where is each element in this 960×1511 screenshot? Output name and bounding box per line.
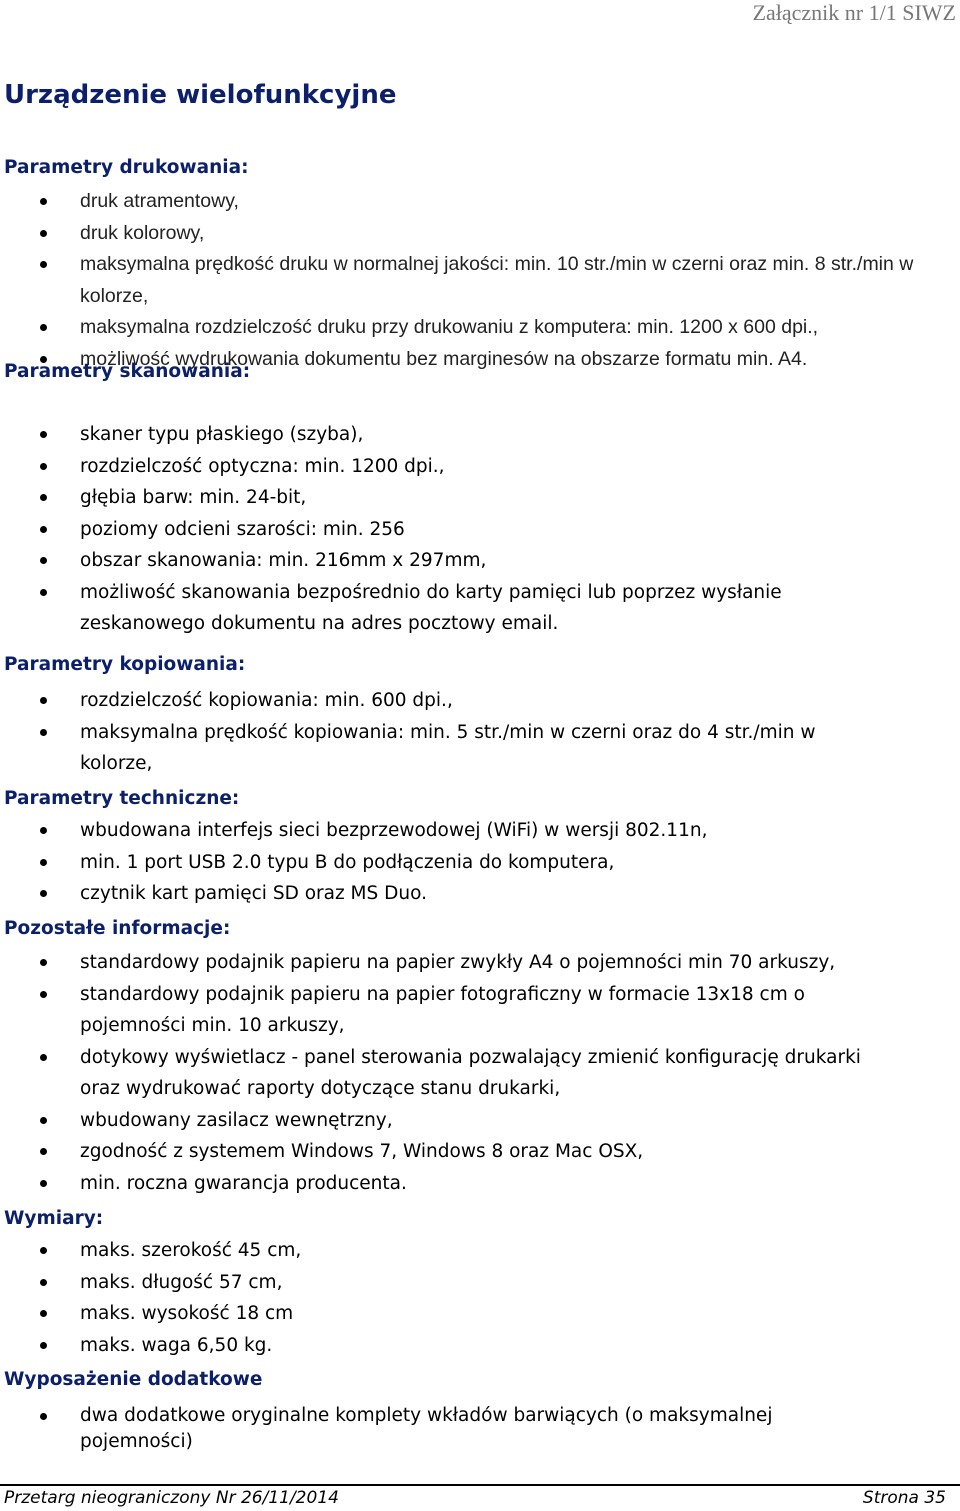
bullet-icon [40,1054,47,1061]
bullet-icon [40,557,47,564]
list-item: wbudowana interfejs sieci bezprzewodowej (WiFi) w wersji 802.11n, [40,815,940,847]
scan-parameters-list [40,419,840,640]
bullet-icon [40,859,47,866]
list-item: maksymalna prędkość kopiowania: min. 5 str./min w czerni oraz do 4 str./min w kolorze, [40,717,860,780]
footer-divider [0,1484,960,1486]
list-item: druk atramentowy, [40,186,920,218]
list-item: maksymalna prędkość druku w normalnej jakości: min. 10 str./min w czerni oraz min. 8 str./min w kolorze, [40,249,920,312]
bullet-icon [40,1310,47,1317]
list-item: maksymalna rozdzielczość druku przy drukowaniu z komputera: min. 1200 x 600 dpi., [40,312,920,344]
bullet-icon [40,697,47,704]
list-item: możliwość skanowania bezpośrednio do karty pamięci lub poprzez wysłanie zeskanowego dokumentu na adres pocztowy email. [40,577,840,640]
bullet-icon [40,1117,47,1124]
list-item: min. roczna gwarancja producenta. [40,1168,880,1200]
list-item: standardowy podajnik papieru na papier zwykły A4 o pojemności min 70 arkuszy, [40,947,880,979]
list-item: możliwość wydrukowania dokumentu bez marginesów na obszarze formatu min. A4. [40,344,920,376]
bullet-icon [40,890,47,897]
section-heading-dimensions: Wymiary: [4,1208,104,1229]
list-item: rozdzielczość optyczna: min. 1200 dpi., [40,451,840,483]
bullet-icon [40,431,47,438]
section-heading-print: Parametry drukowania: [4,157,249,178]
bullet-icon [40,1279,47,1286]
list-item: poziomy odcieni szarości: min. 256 [40,514,840,546]
dimensions-list [40,1235,940,1361]
bullet-icon [40,324,47,331]
bullet-icon [40,463,47,470]
bullet-icon [40,526,47,533]
list-item: standardowy podajnik papieru na papier fotograficzny w formacie 13x18 cm o pojemności min. 10 arkuszy, [40,979,880,1042]
bullet-icon [40,827,47,834]
tech-parameters-list [40,815,940,910]
list-item: dwa dodatkowe oryginalne komplety wkładów barwiących (o maksymalnej pojemności) [40,1403,860,1455]
list-item: zgodność z systemem Windows 7, Windows 8 oraz Mac OSX, [40,1136,880,1168]
bullet-icon [40,729,47,736]
bullet-icon [40,589,47,596]
section-heading-other: Pozostałe informacje: [4,918,231,939]
list-item: skaner typu płaskiego (szyba), [40,419,840,451]
bullet-icon [40,1180,47,1187]
bullet-icon [40,1247,47,1254]
footer-page-number: Strona 35 [862,1488,946,1508]
document-title: Urządzenie wielofunkcyjne [4,80,397,110]
footer-tender-number: Przetarg nieograniczony Nr 26/11/2014 [4,1488,339,1508]
section-heading-scan: Parametry skanowania: [4,361,251,382]
attachment-header: Załącznik nr 1/1 SIWZ [752,0,956,25]
bullet-icon [40,198,47,205]
list-item: głębia barw: min. 24-bit, [40,482,840,514]
other-info-list [40,947,880,1199]
section-heading-tech: Parametry techniczne: [4,788,240,809]
bullet-icon [40,261,47,268]
extras-list [40,1403,860,1455]
bullet-icon [40,959,47,966]
bullet-icon [40,494,47,501]
bullet-icon [40,991,47,998]
bullet-icon [40,1342,47,1349]
list-item: maks. szerokość 45 cm, [40,1235,940,1267]
list-item: czytnik kart pamięci SD oraz MS Duo. [40,878,940,910]
list-item: min. 1 port USB 2.0 typu B do podłączenia do komputera, [40,847,940,879]
copy-parameters-list [40,685,860,780]
list-item: wbudowany zasilacz wewnętrzny, [40,1105,880,1137]
bullet-icon [40,1148,47,1155]
list-item: obszar skanowania: min. 216mm x 297mm, [40,545,840,577]
list-item: maks. wysokość 18 cm [40,1298,940,1330]
list-item: rozdzielczość kopiowania: min. 600 dpi., [40,685,860,717]
list-item: maks. długość 57 cm, [40,1267,940,1299]
bullet-icon [40,1413,47,1420]
print-parameters-list [40,186,920,375]
section-heading-extras: Wyposażenie dodatkowe [4,1369,263,1390]
section-heading-copy: Parametry kopiowania: [4,654,246,675]
list-item: dotykowy wyświetlacz - panel sterowania pozwalający zmienić konfigurację drukarki oraz wydrukować raporty dotyczące stanu drukarki, [40,1042,880,1105]
bullet-icon [40,230,47,237]
list-item: maks. waga 6,50 kg. [40,1330,940,1362]
list-item: druk kolorowy, [40,218,920,250]
